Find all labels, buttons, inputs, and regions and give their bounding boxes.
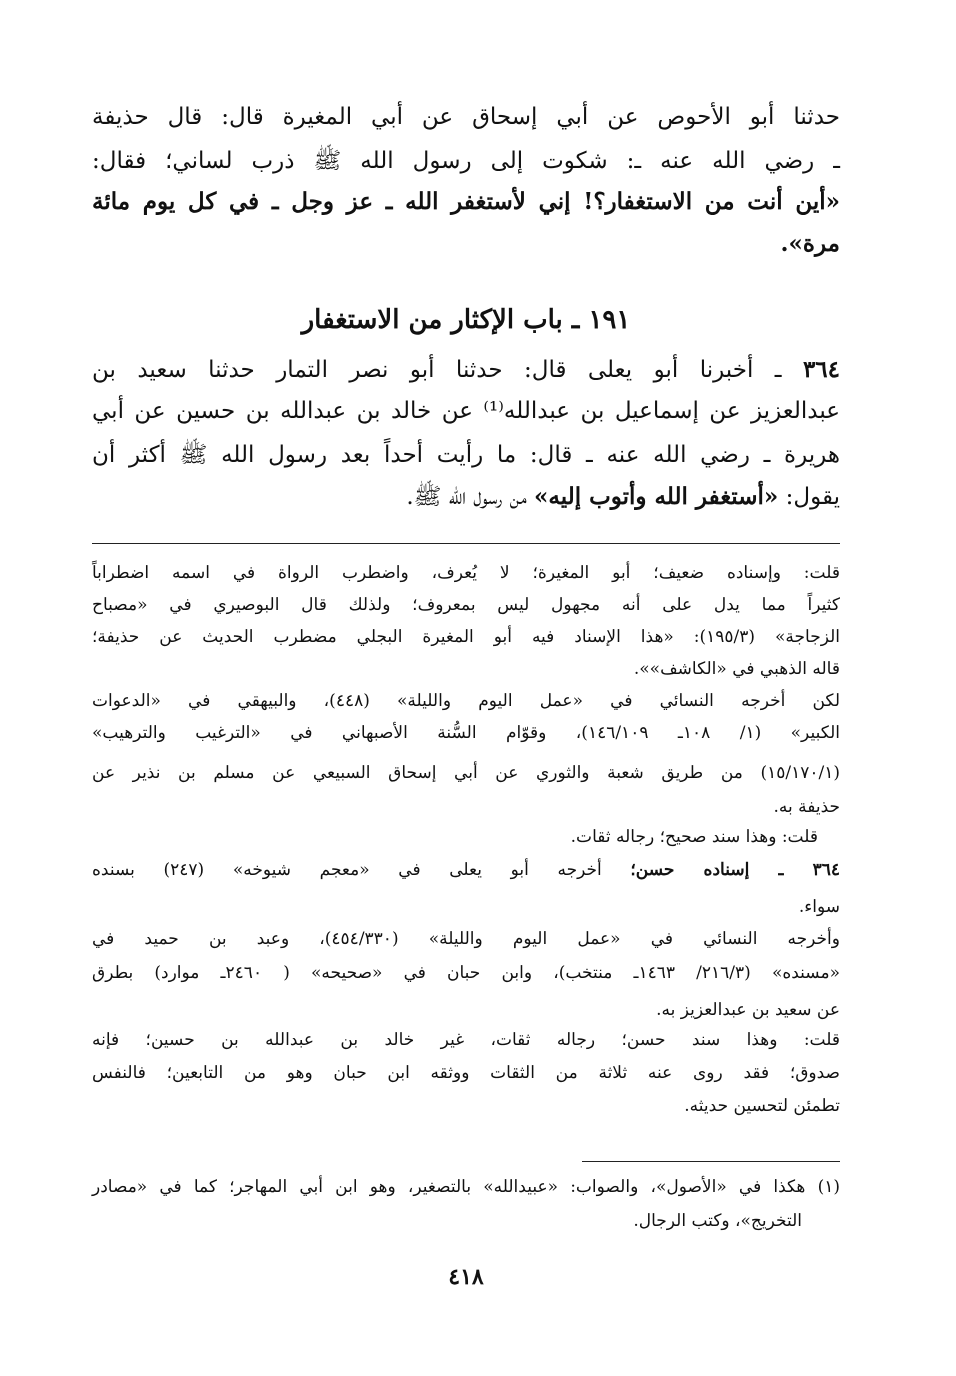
commentary-line: قلت: وإسناده ضعيف؛ أبو المغيرة؛ لا يُعرف، واضطرب الرواة في اسمه اضطراباً [92,563,840,583]
hadith-quote-line: مرة». [780,230,840,257]
hadith-line: هريرة ـ رضي الله عنه ـ قال: ما رأيت أحداً بعد رسول الله ﷺ أكثر أن [92,442,840,468]
commentary-text: أخرجه أبو يعلى في «معجم شيوخه» (٢٤٧) بسنده [92,860,602,880]
commentary-line: قاله الذهبي في «الكاشف»». [633,659,840,679]
footnote-line: (١) هكذا في «الأصول»، والصواب: «عبيدالله» بالتصغير، وهو ابن أبي المهاجر؛ كما في «مصادر [92,1177,840,1197]
commentary-line: الزجاجة» (١٩٥/٣): «هذا الإسناد فيه أبو المغيرة البجلي مضطرب الحديث عن حذيفة؛ [92,627,841,647]
hadith-quote-line: «أين أنت من الاستغفار؟! إني لأستغفر الله ـ عز وجل ـ في كل يوم مائة [92,188,840,215]
commentary-line: عن سعيد بن عبدالعزيز به. [656,1000,840,1020]
commentary-line: سواء. [798,897,840,917]
footnote-line: التخريج»، وكتب الرجال. [633,1211,802,1231]
hadith-quote: «أستغفر الله وأتوب إليه» [534,483,779,510]
commentary-line: قلت: وهذا سند صحيح؛ رجاله ثقات. [570,827,818,847]
commentary-line: وأخرجه النسائي في «عمل اليوم والليلة» (٤٥٤/٣٣٠)، وعبد بن حميد في [92,929,840,949]
text-line: حدثنا أبو الأحوص عن أبي إسحاق عن أبي المغيرة قال: قال حذيفة [92,104,840,130]
commentary-line: (١٥/١٧٠/١) من طريق شعبة والثوري عن أبي إسحاق السبيعي عن مسلم بن نذير عن [92,763,840,783]
chapter-heading: ١٩١ ـ باب الإكثار من الاستغفار [301,305,631,335]
commentary-line: كثيراً مما يدل على أنه مجهول ليس بمعروف؛ ولذلك قال البوصيري في «مصباح [92,595,840,615]
commentary-line: تطمئن لتحسين حديثه. [684,1096,840,1116]
text-line: ـ رضي الله عنه ـ: شكوت إلى رسول الله ﷺ ذرب لساني؛ فقال: [92,148,840,174]
hadith-number: ٣٦٤ [802,356,841,383]
hadith-line [92,356,840,383]
hadith-text: ـ أخبرنا أبو يعلى قال: حدثنا أبو نصر التمار حدثنا سعيد بن [92,357,782,383]
commentary-line: لكن أخرجه النسائي في «عمل اليوم والليلة» (٤٤٨)، والبيهقي في «الدعوات [92,691,840,711]
commentary-line: الكبير» (١/ ١٠٨ـ ١٤٦/١٠٩)، وقوّام السُّنة الأصبهاني في «الترغيب والترهيب» [92,723,840,743]
footnote-divider [582,1161,840,1162]
section-divider [92,543,840,544]
hadith-line: عبدالعزيز عن إسماعيل بن عبدالله⁽¹⁾ عن خالد بن عبدالله بن حسين عن أبي [92,398,840,424]
hadith-text: يقول: [785,484,840,510]
commentary-line [92,860,840,880]
commentary-hadith-number: ٣٦٤ ـ إسناده حسن؛ [630,860,841,880]
commentary-line: قلت: وهذا سند حسن؛ رجاله ثقات، غير خالد بن عبدالله بن حسين؛ فإنه [92,1030,840,1050]
commentary-line: صدوق؛ فقد روى عنه ثلاثة من الثقات ووثقه ابن حبان وهو من التابعين؛ فالنفس [92,1063,840,1083]
hadith-text: من رسول الله ﷺ. [406,484,527,510]
commentary-line: حذيفة به. [773,797,840,817]
commentary-line: «مسنده» (٢١٦/٣/ ١٤٦٣ـ منتخب)، وابن حبان في «صحيحه» ( ٢٤٦٠ـ موارد) بطرق [92,963,840,983]
hadith-line [92,482,840,516]
page-number: ٤١٨ [448,1264,484,1290]
